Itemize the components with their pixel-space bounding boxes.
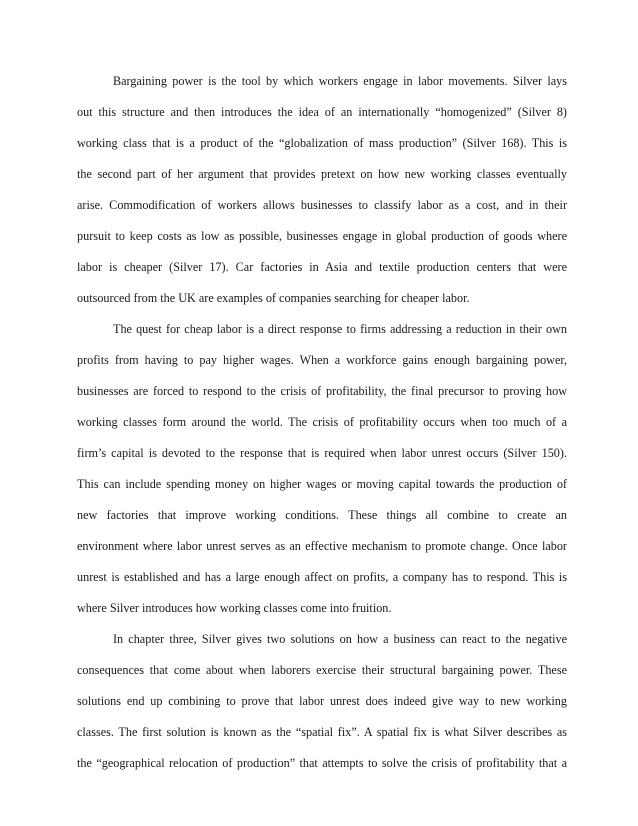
paragraph-2-line-8: environment where labor unrest serves as an effective mechanism to promote change. Once labor [77,539,567,553]
paragraph-3-line-2: consequences that come about when laborers exercise their structural bargaining power. These [77,663,567,677]
paragraph-1-line-4: the second part of her argument that provides pretext on how new working classes eventually [77,167,567,181]
paragraph-1-line-1: Bargaining power is the tool by which workers engage in labor movements. Silver lays [113,74,567,88]
paragraph-1-line-7: labor is cheaper (Silver 17). Car factories in Asia and textile production centers that were [77,260,567,274]
paragraph-1-line-5: arise. Commodification of workers allows businesses to classify labor as a cost, and in their [77,198,567,212]
paragraph-2-line-4: working classes form around the world. The crisis of profitability occurs when too much of a [77,415,567,429]
paragraph-2-line-7: new factories that improve working conditions. These things all combine to create an [77,508,567,522]
paragraph-3-line-5: the “geographical relocation of production” that attempts to solve the crisis of profitability that a [77,756,567,770]
paragraph-2-line-2: profits from having to pay higher wages. When a workforce gains enough bargaining power, [77,353,567,367]
paragraph-3-line-4: classes. The first solution is known as the “spatial fix”. A spatial fix is what Silver describes as [77,725,567,739]
paragraph-2-line-5: firm’s capital is devoted to the response that is required when labor unrest occurs (Silver 150). [77,446,567,460]
paragraph-2-line-3: businesses are forced to respond to the crisis of profitability, the final precursor to proving how [77,384,567,398]
paragraph-1-line-2: out this structure and then introduces the idea of an internationally “homogenized” (Silver 8) [77,105,567,119]
paragraph-1-line-6: pursuit to keep costs as low as possible, businesses engage in global production of goods where [77,229,567,243]
paragraph-3-line-3: solutions end up combining to prove that labor unrest does indeed give way to new working [77,694,567,708]
paragraph-2-line-6: This can include spending money on higher wages or moving capital towards the production of [77,477,567,491]
paragraph-1-line-3: working class that is a product of the “globalization of mass production” (Silver 168). This is [77,136,567,150]
paragraph-2-line-10: where Silver introduces how working classes come into fruition. [77,601,392,615]
paragraph-2-line-9: unrest is established and has a large enough affect on profits, a company has to respond. This is [77,570,567,584]
paragraph-2-line-1: The quest for cheap labor is a direct response to firms addressing a reduction in their own [113,322,567,336]
paragraph-1-line-8: outsourced from the UK are examples of companies searching for cheaper labor. [77,291,470,305]
paragraph-3-line-1: In chapter three, Silver gives two solutions on how a business can react to the negative [113,632,567,646]
